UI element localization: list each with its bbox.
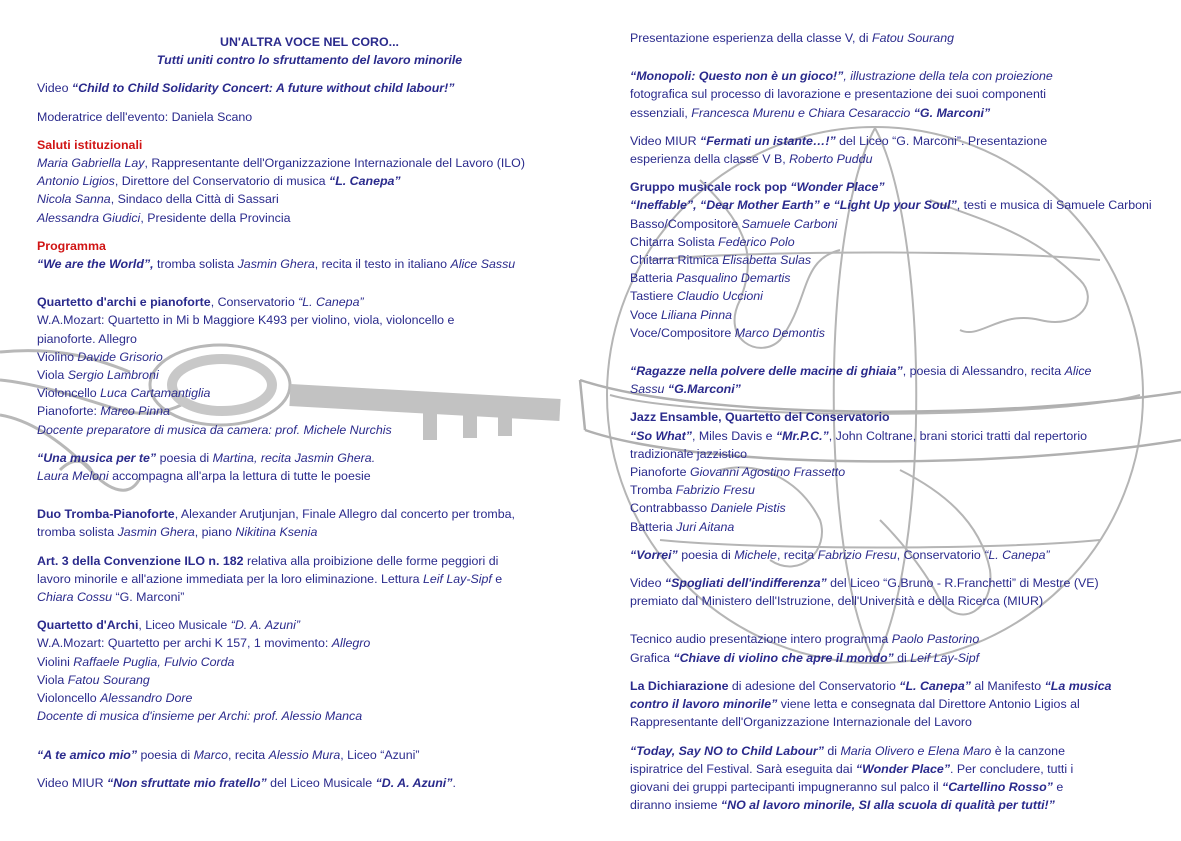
player-name: Samuele Carboni	[741, 216, 838, 231]
player-role: Violini	[37, 654, 74, 669]
left-column	[37, 33, 582, 792]
player-name: Raffaele Puglia, Fulvio Corda	[73, 654, 235, 669]
today-line	[630, 796, 1165, 814]
item-text: accompagna all'arpa la lettura di tutte le poesie	[108, 469, 371, 484]
video-title: “Fermati un istante…!”	[700, 133, 836, 148]
item-text: poesia di	[137, 747, 194, 762]
item-text: di	[823, 743, 841, 758]
player-name: Federico Polo	[718, 234, 795, 249]
player-name: Daniele Pistis	[710, 501, 786, 516]
a-te-amico-mio	[37, 746, 582, 764]
performer-name: Michele	[734, 547, 777, 562]
item-text: , testi e musica di Samuele Carboni	[956, 198, 1152, 213]
item-text: e	[1052, 779, 1064, 794]
jazz-line: tradizionale jazzistico	[630, 446, 748, 461]
arpa-line	[37, 467, 582, 485]
item-text: poesia di	[677, 547, 735, 562]
event-subtitle: Tutti uniti contro lo sfruttamento del lavoro minorile	[156, 53, 463, 68]
item-text: , Conservatorio	[896, 547, 985, 562]
saluti-role: , Presidente della Provincia	[140, 210, 291, 225]
player-name: Davide Grisorio	[77, 349, 163, 364]
player-row	[37, 402, 582, 420]
item-text: W.A.Mozart: Quartetto per archi K 157, 1 movimento:	[37, 636, 332, 651]
player-row	[630, 251, 1165, 269]
item-text: , Liceo “Azuni”	[340, 747, 420, 762]
item-text: , Conservatorio	[210, 295, 299, 310]
video-spogliati	[630, 574, 1165, 592]
we-are-the-world	[37, 255, 582, 273]
art3-line	[37, 588, 582, 606]
video-prefix: Video MIUR	[37, 775, 108, 790]
item-title: Art. 3 della Convenzione ILO n. 182	[37, 553, 244, 568]
item-title: Quartetto d'archi e pianoforte	[37, 295, 211, 310]
player-role: Voce/Compositore	[630, 325, 735, 340]
item-text: diranno insieme	[630, 798, 721, 813]
item-text: , recita	[228, 747, 269, 762]
item-title: “Today, Say NO to Child Labour”	[630, 743, 824, 758]
movement-name: Allegro	[331, 636, 371, 651]
player-role: Viola	[37, 672, 68, 687]
item-text: di	[893, 650, 911, 665]
conservatorio-name: “L. Canepa”	[298, 295, 364, 310]
liceo-name: “D. A. Azuni”	[230, 618, 300, 633]
performer-name: Chiara Cossu	[37, 590, 113, 605]
duo-line	[37, 523, 582, 541]
item-title: Quartetto d'Archi	[37, 618, 139, 633]
manifesto-name: “La musica	[1044, 678, 1112, 693]
player-name: Claudio Uccioni	[676, 289, 763, 304]
performer-name: Jasmin Ghera	[237, 257, 315, 272]
video-prefix: Video	[630, 576, 665, 591]
quartetto-archi-pianoforte	[37, 293, 582, 311]
saluti-item	[37, 172, 582, 190]
player-role: Batteria	[630, 271, 677, 286]
art3-convenzione	[37, 552, 582, 570]
song-title: “Mr.P.C.”	[775, 428, 829, 443]
item-text: lavoro minorile e all'azione immediata per la loro eliminazione. Lettura	[37, 571, 423, 586]
item-text: è la canzone	[991, 743, 1065, 758]
monopoli-line: fotografica sul processo di lavorazione e presentazione dei suoi componenti	[630, 87, 1047, 102]
item-text: . Per concludere, tutti i	[950, 761, 1074, 776]
saluti-name: Maria Gabriella Lay	[37, 156, 145, 171]
player-name: Liliana Pinna	[661, 307, 732, 322]
today-line	[630, 760, 1165, 778]
player-role: Violino	[37, 349, 78, 364]
monopoli-line	[630, 104, 1165, 122]
player-row	[630, 324, 1165, 342]
player-role: Viola	[37, 368, 68, 383]
item-title: “We are the World”,	[37, 257, 154, 272]
player-name: Giovanni Agostino Frassetto	[689, 465, 846, 480]
ragazze-polvere	[630, 362, 1165, 380]
manifesto-name: contro il lavoro minorile”	[630, 697, 778, 712]
moderatrice: Moderatrice dell'evento: Daniela Scano	[37, 109, 253, 124]
player-row	[630, 499, 1165, 517]
una-musica-per-te	[37, 449, 582, 467]
today-say-no	[630, 742, 1165, 760]
vorrei	[630, 546, 1165, 564]
item-text: poesia di	[156, 450, 213, 465]
docente-line: Docente preparatore di musica da camera: prof. Michele Nurchis	[37, 422, 392, 437]
video-title: “Spogliati dell'indifferenza”	[664, 576, 827, 591]
player-name: Marco Pinna	[100, 404, 170, 419]
video-miur-non-sfruttate	[37, 774, 582, 792]
quartetto-line: W.A.Mozart: Quartetto in Mi b Maggiore K493 per violino, viola, violoncello e	[37, 313, 455, 328]
player-row	[37, 348, 582, 366]
video-miur-line	[630, 150, 1165, 168]
saluti-name: Antonio Ligios	[37, 174, 115, 189]
wonder-songs	[630, 196, 1165, 214]
player-row	[630, 287, 1165, 305]
player-role: Batteria	[630, 519, 677, 534]
performer-name: Alice Sassu	[450, 257, 516, 272]
item-text: , John Coltrane, brani storici tratti dal repertorio	[828, 428, 1088, 443]
item-text: “G. Marconi”	[112, 590, 185, 605]
player-role: Violoncello	[37, 691, 101, 706]
jazz-line	[630, 427, 1165, 445]
player-row	[630, 269, 1165, 287]
item-title: “Vorrei”	[630, 547, 678, 562]
item-text: giovani dei gruppi partecipanti impugneranno sul palco il	[630, 779, 943, 794]
item-text: del Liceo “G. Marconi”. Presentazione	[835, 133, 1048, 148]
player-row	[37, 653, 582, 671]
item-text: viene letta e consegnata dal Direttore Antonio Ligios al	[777, 697, 1080, 712]
item-text: , recita	[776, 547, 818, 562]
item-text: , Liceo Musicale	[138, 618, 231, 633]
saluti-role: , Direttore del Conservatorio di musica	[114, 174, 330, 189]
saluti-name: Nicola Sanna	[37, 192, 111, 207]
item-title: Duo Tromba-Pianoforte	[37, 507, 175, 522]
item-text: tromba solista	[37, 525, 118, 540]
saluti-heading: Saluti istituzionali	[37, 137, 143, 152]
song-titles: “Ineffable”, “Dear Mother Earth” e “Light Up your Soul”	[630, 198, 957, 213]
performer-name: Leif Lay-Sipf	[910, 650, 980, 665]
item-text: , piano	[194, 525, 236, 540]
player-role: Pianoforte:	[37, 404, 101, 419]
song-title: “So What”	[630, 428, 692, 443]
player-role: Tromba	[630, 483, 676, 498]
player-name: Sergio Lambroni	[67, 368, 159, 383]
player-name: Elisabetta Sulas	[722, 253, 812, 268]
performer-name: Leif Lay-Sipf	[422, 571, 492, 586]
player-row	[630, 518, 1165, 536]
saluti-role: , Rappresentante dell'Organizzazione Internazionale del Lavoro (ILO)	[144, 156, 525, 171]
spogliati-line: premiato dal Ministero dell'Istruzione, dell'Università e della Ricerca (MIUR)	[630, 594, 1044, 609]
band-name: “Wonder Place”	[855, 761, 951, 776]
liceo-name: “G.Marconi”	[664, 382, 741, 397]
player-role: Pianoforte	[630, 465, 690, 480]
performer-name: Sassu	[630, 382, 665, 397]
gruppo-wonder-place	[630, 178, 1165, 196]
player-row	[630, 463, 1165, 481]
performer-name: Martina, recita Jasmin Ghera.	[212, 450, 376, 465]
player-name: Fatou Sourang	[67, 672, 150, 687]
quartetto-archi-azuni	[37, 616, 582, 634]
tecnico-audio	[630, 630, 1165, 648]
item-text: del Liceo Musicale	[266, 775, 376, 790]
docente-line: Docente di musica d'insieme per Archi: prof. Alessio Manca	[37, 709, 363, 724]
player-role: Basso/Compositore	[630, 216, 742, 231]
player-name: Fabrizio Fresu	[675, 483, 755, 498]
liceo-name: “D. A. Azuni”	[375, 775, 453, 790]
saluti-role: , Sindaco della Città di Sassari	[110, 192, 279, 207]
item-text: al Manifesto	[970, 678, 1045, 693]
performer-name: Laura Meloni	[37, 469, 109, 484]
item-text: e	[491, 571, 503, 586]
performer-name: Fabrizio Fresu	[817, 547, 897, 562]
item-text: del Liceo “G.Bruno - R.Franchetti” di Mestre (VE)	[826, 576, 1099, 591]
player-row	[630, 233, 1165, 251]
video-miur-fermati	[630, 132, 1165, 150]
player-role: Tastiere	[630, 289, 677, 304]
item-title: “Ragazze nella polvere delle macine di ghiaia”	[630, 364, 903, 379]
item-text: , Miles Davis e	[691, 428, 776, 443]
video-child-to-child	[37, 79, 582, 97]
performer-name: Alice	[1064, 364, 1092, 379]
saluti-item	[37, 154, 582, 172]
video-title: “Non sfruttate mio fratello”	[107, 775, 267, 790]
player-row	[630, 215, 1165, 233]
performer-name: Jasmin Ghera	[117, 525, 195, 540]
performer-name: Francesca Murenu e Chiara Cesaraccio	[691, 105, 911, 120]
right-column	[630, 29, 1165, 814]
quartetto-line: pianoforte. Allegro	[37, 331, 137, 346]
item-title: “Monopoli: Questo non è un gioco!”	[630, 69, 844, 84]
item-text: esperienza della classe V B,	[630, 152, 790, 167]
video-prefix: Video MIUR	[630, 133, 701, 148]
liceo-name: “G. Marconi”	[910, 105, 991, 120]
player-name: Luca Cartamantiglia	[100, 386, 211, 401]
event-title: UN'ALTRA VOCE NEL CORO...	[220, 35, 399, 49]
item-text: Grafica	[630, 650, 674, 665]
saluti-name: Alessandra Giudici	[37, 210, 141, 225]
band-name: “Wonder Place”	[790, 180, 885, 195]
item-text: , Alexander Arutjunjan, Finale Allegro dal concerto per tromba,	[174, 507, 515, 522]
monopoli	[630, 67, 1165, 85]
conservatorio-name: “L. Canepa”	[984, 547, 1050, 562]
cartellino-rosso: “Cartellino Rosso”	[942, 779, 1053, 794]
dichiarazione	[630, 677, 1165, 695]
player-row	[37, 689, 582, 707]
player-role: Chitarra Ritmica	[630, 253, 723, 268]
item-text: , poesia di Alessandro, recita	[902, 364, 1065, 379]
performer-name: Paolo Pastorino	[891, 632, 980, 647]
item-text: ispiratrice del Festival. Sarà eseguita dai	[630, 761, 856, 776]
player-row	[630, 481, 1165, 499]
player-name: Marco Demontis	[734, 325, 825, 340]
performer-name: Alessio Mura	[268, 747, 341, 762]
video-title: “Child to Child Solidarity Concert: A future without child labour!”	[71, 81, 455, 96]
player-row	[37, 671, 582, 689]
duo-tromba-pianoforte	[37, 505, 582, 523]
dichiarazione-line: Rappresentante dell'Organizzazione Internazionale del Lavoro	[630, 715, 972, 730]
player-row	[630, 306, 1165, 324]
performer-name: Roberto Puddu	[789, 152, 873, 167]
video-prefix: Video	[37, 81, 72, 96]
player-name: Juri Aitana	[676, 519, 735, 534]
item-text: , illustrazione della tela con proiezione	[843, 69, 1053, 84]
ragazze-line	[630, 380, 1165, 398]
item-text: essenziali,	[630, 105, 692, 120]
player-row	[37, 384, 582, 402]
player-row	[37, 366, 582, 384]
item-text: Presentazione esperienza della classe V, di	[630, 31, 872, 45]
player-role: Violoncello	[37, 386, 101, 401]
performer-name: Fatou Sourang	[872, 31, 954, 45]
item-text: Tecnico audio presentazione intero programma	[630, 632, 892, 647]
art3-line	[37, 570, 582, 588]
item-title: “Chiave di violino che apre il mondo”	[673, 650, 894, 665]
item-title: “A te amico mio”	[37, 747, 138, 762]
quartetto-line	[37, 634, 582, 652]
player-role: Chitarra Solista	[630, 234, 719, 249]
item-text: .	[452, 775, 456, 790]
saluti-extra: “L. Canepa”	[329, 174, 401, 189]
slogan: “NO al lavoro minorile, SI alla scuola di qualità per tutti!”	[720, 798, 1055, 813]
player-role: Voce	[630, 307, 662, 322]
item-title: Gruppo musicale rock pop	[630, 180, 791, 195]
dichiarazione-line	[630, 695, 1165, 713]
item-text: di adesione del Conservatorio	[728, 678, 900, 693]
saluti-item	[37, 209, 582, 227]
player-name: Alessandro Dore	[100, 691, 193, 706]
item-text: tromba solista	[153, 257, 238, 272]
item-title: La Dichiarazione	[630, 678, 729, 693]
grafica	[630, 649, 1165, 667]
item-text: relativa alla proibizione delle forme peggiori di	[243, 553, 499, 568]
player-name: Pasqualino Demartis	[676, 271, 791, 286]
conservatorio-name: “L. Canepa”	[899, 678, 971, 693]
performer-name: Maria Olivero e Elena Maro	[840, 743, 992, 758]
performer-name: Marco	[193, 747, 228, 762]
today-line	[630, 778, 1165, 796]
player-role: Contrabbasso	[630, 501, 711, 516]
item-text: , recita il testo in italiano	[314, 257, 451, 272]
performer-name: Nikitina Ksenia	[235, 525, 318, 540]
jazz-ensamble: Jazz Ensamble, Quartetto del Conservatorio	[630, 410, 890, 425]
programma-heading: Programma	[37, 238, 106, 253]
presentazione-classe-v	[630, 29, 1165, 47]
item-title: “Una musica per te”	[37, 450, 157, 465]
saluti-item	[37, 190, 582, 208]
